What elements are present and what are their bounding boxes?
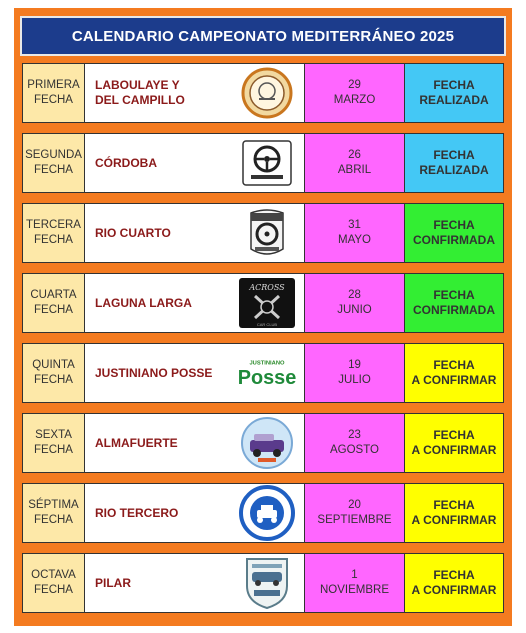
calendar-frame (14, 8, 512, 626)
status-line-1: FECHA (433, 78, 475, 92)
venue-line-1: LABOULAYE Y (95, 78, 180, 92)
status-cell (405, 274, 503, 332)
calendar-row (22, 63, 504, 123)
date-month: MAYO (337, 234, 371, 246)
calendar-rows (22, 63, 504, 623)
pilar-shield-logo (238, 557, 296, 609)
venue-line-1: CÓRDOBA (95, 155, 157, 170)
status-cell (405, 554, 503, 612)
date-month: JULIO (338, 374, 371, 386)
almafuerte-club-logo (238, 417, 296, 469)
status-line-2: A CONFIRMAR (411, 443, 497, 457)
fecha-ordinal: PRIMERA (27, 79, 80, 91)
venue-cell (85, 414, 305, 472)
fecha-label: FECHA (34, 94, 73, 106)
calendar-title: CALENDARIO CAMPEONATO MEDITERRÁNEO 2025 (22, 18, 504, 54)
fecha-number-cell (23, 484, 85, 542)
date-day: 31 (348, 219, 361, 231)
date-day: 29 (348, 79, 361, 91)
calendar-row (22, 133, 504, 193)
date-cell (305, 484, 405, 542)
fecha-number-cell (23, 204, 85, 262)
status-cell (405, 414, 503, 472)
status-cell (405, 134, 503, 192)
venue-cell (85, 484, 305, 542)
venue-line-1: LAGUNA LARGA (95, 295, 192, 310)
status-line-1: FECHA (433, 148, 475, 162)
status-line-2: A CONFIRMAR (411, 373, 497, 387)
date-cell (305, 64, 405, 122)
venue-cell (85, 344, 305, 402)
across-club-logo (238, 277, 296, 329)
venue-cell (85, 134, 305, 192)
venue-cell (85, 64, 305, 122)
date-cell (305, 204, 405, 262)
date-day: 26 (348, 149, 361, 161)
fecha-number-cell (23, 274, 85, 332)
venue-line-1: ALMAFUERTE (95, 435, 178, 450)
date-month: AGOSTO (330, 444, 379, 456)
status-line-2: REALIZADA (419, 93, 489, 107)
venue-cell (85, 554, 305, 612)
status-line-1: FECHA (433, 428, 475, 442)
fecha-ordinal: SEGUNDA (25, 149, 82, 161)
venue-name (95, 156, 157, 171)
fecha-label: FECHA (34, 374, 73, 386)
date-day: 23 (348, 429, 361, 441)
fecha-label: FECHA (34, 304, 73, 316)
fecha-ordinal: SEXTA (35, 429, 72, 441)
status-line-1: FECHA (433, 358, 475, 372)
venue-name (95, 436, 178, 451)
date-cell (305, 554, 405, 612)
status-line-2: A CONFIRMAR (411, 513, 497, 527)
venue-name (95, 506, 178, 521)
status-line-1: FECHA (433, 568, 475, 582)
fecha-ordinal: OCTAVA (31, 569, 76, 581)
status-line-2: REALIZADA (419, 163, 489, 177)
calendar-row (22, 413, 504, 473)
date-month: JUNIO (337, 304, 372, 316)
status-line-1: FECHA (433, 218, 475, 232)
fecha-label: FECHA (34, 584, 73, 596)
venue-line-2: DEL CAMPILLO (95, 93, 185, 107)
status-line-2: CONFIRMADA (413, 233, 495, 247)
fecha-label: FECHA (34, 234, 73, 246)
date-day: 1 (351, 569, 358, 581)
date-day: 20 (348, 499, 361, 511)
calendar-row (22, 203, 504, 263)
venue-line-1: RIO CUARTO (95, 225, 171, 240)
fecha-label: FECHA (34, 444, 73, 456)
venue-name (95, 576, 131, 591)
calendar-row (22, 553, 504, 613)
date-day: 28 (348, 289, 361, 301)
calendar-row (22, 343, 504, 403)
fecha-number-cell (23, 414, 85, 472)
laboulaye-club-logo (238, 67, 296, 119)
venue-line-1: JUSTINIANO POSSE (95, 365, 213, 380)
svg-text:Posse: Posse (238, 366, 296, 389)
date-cell (305, 274, 405, 332)
calendar-row (22, 273, 504, 333)
status-cell (405, 64, 503, 122)
calendar-row (22, 483, 504, 543)
status-line-2: A CONFIRMAR (411, 583, 497, 597)
date-cell (305, 344, 405, 402)
date-day: 19 (348, 359, 361, 371)
venue-cell (85, 204, 305, 262)
status-cell (405, 344, 503, 402)
status-line-1: FECHA (433, 288, 475, 302)
svg-text:CAR CLUB: CAR CLUB (256, 322, 278, 327)
fecha-number-cell (23, 554, 85, 612)
date-month: ABRIL (337, 164, 372, 176)
fecha-label: FECHA (34, 514, 73, 526)
fecha-ordinal: QUINTA (32, 359, 75, 371)
fecha-ordinal: CUARTA (30, 289, 77, 301)
fecha-ordinal: SÉPTIMA (28, 499, 79, 511)
fecha-number-cell (23, 344, 85, 402)
status-line-1: FECHA (433, 498, 475, 512)
status-line-2: CONFIRMADA (413, 303, 495, 317)
status-cell (405, 204, 503, 262)
fecha-number-cell (23, 64, 85, 122)
venue-line-1: RIO TERCERO (95, 505, 179, 520)
rio-cuarto-club-logo (238, 207, 296, 259)
svg-text:ACROSS: ACROSS (249, 283, 285, 292)
date-month: MARZO (333, 94, 376, 106)
status-cell (405, 484, 503, 542)
venue-cell (85, 274, 305, 332)
date-month: NOVIEMBRE (319, 584, 389, 596)
date-cell (305, 134, 405, 192)
rio-tercero-club-logo (238, 487, 296, 539)
venue-name (95, 226, 171, 241)
venue-line-1: PILAR (95, 575, 131, 590)
date-cell (305, 414, 405, 472)
svg-text:JUSTINIANO: JUSTINIANO (249, 360, 285, 367)
venue-name (95, 78, 185, 108)
fecha-label: FECHA (34, 164, 73, 176)
fecha-number-cell (23, 134, 85, 192)
steering-wheel-logo (238, 137, 296, 189)
venue-name (95, 366, 212, 381)
fecha-ordinal: TERCERA (26, 219, 81, 231)
date-month: SEPTIEMBRE (317, 514, 392, 526)
posse-logo (238, 347, 296, 399)
venue-name (95, 296, 192, 311)
